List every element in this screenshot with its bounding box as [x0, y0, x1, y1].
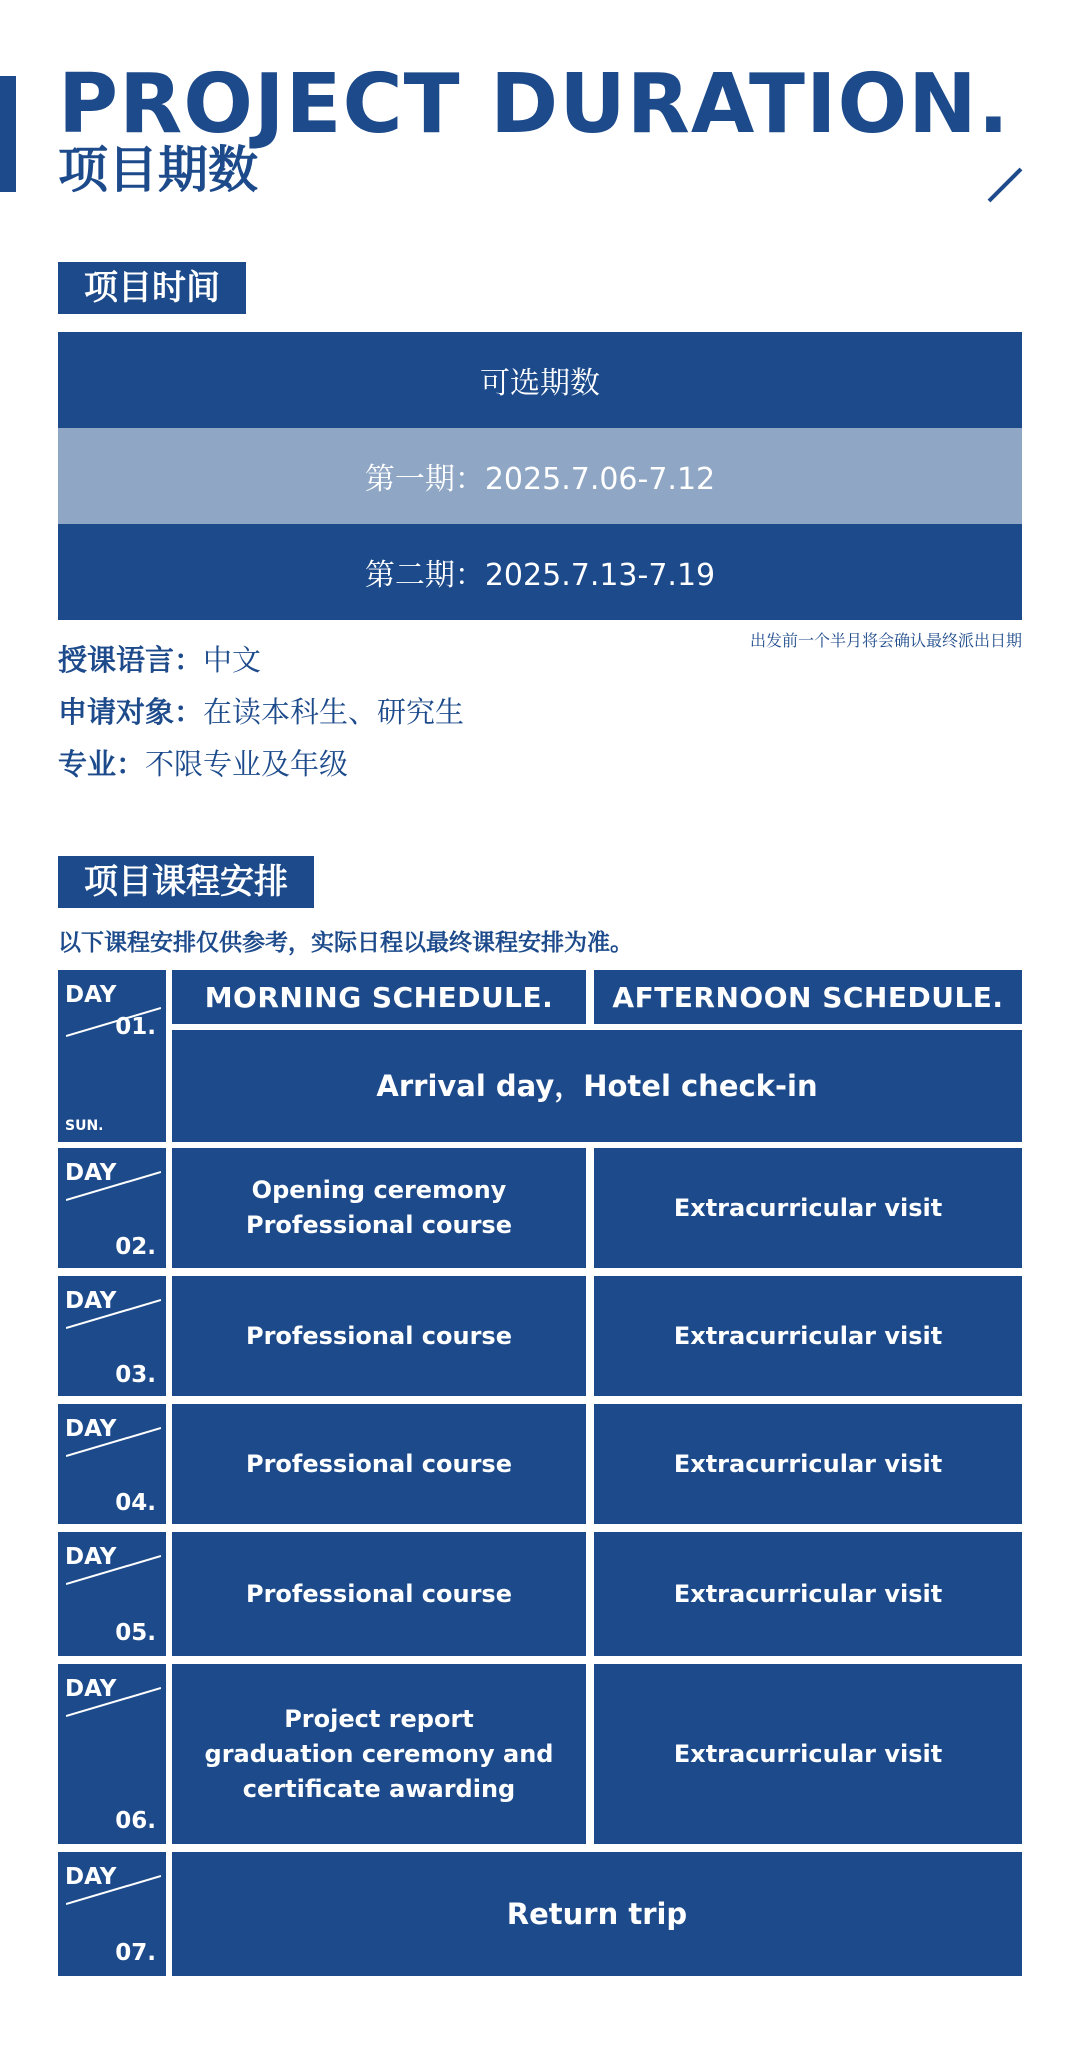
day-cell-01 [58, 970, 166, 1142]
diagonal-line-icon [66, 1686, 161, 1718]
day-cell-03 [58, 1276, 166, 1396]
period-row-2: 第二期：2025.7.13-7.19 [58, 524, 1022, 620]
diagonal-line-icon [66, 1298, 161, 1330]
period-table-header: 可选期数 [58, 332, 1022, 428]
slash-icon [985, 165, 1025, 205]
day-05-afternoon-cell: Extracurricular visit [594, 1532, 1022, 1656]
day-number: 03. [115, 1362, 156, 1388]
page-subtitle: 项目期数 [58, 141, 258, 199]
afternoon-schedule-header: AFTERNOON SCHEDULE. [594, 970, 1022, 1024]
day-02-morning-cell: Opening ceremony Professional course [172, 1148, 586, 1268]
weekday-label: SUN. [65, 1118, 104, 1134]
day-04-afternoon-cell: Extracurricular visit [594, 1404, 1022, 1524]
day-cell-02 [58, 1148, 166, 1268]
day-label: DAY [65, 982, 117, 1008]
info-major [58, 742, 348, 783]
diagonal-line-icon [66, 1874, 161, 1906]
day-03-afternoon-cell: Extracurricular visit [594, 1276, 1022, 1396]
day-number: 07. [115, 1940, 156, 1966]
info-key: 专业： [58, 747, 146, 781]
day-06-morning-cell: Project report graduation ceremony and certificate awarding [172, 1664, 586, 1844]
day-number: 04. [115, 1490, 156, 1516]
day-label: DAY [65, 1416, 117, 1442]
day-number: 05. [115, 1620, 156, 1646]
day-label: DAY [65, 1864, 117, 1890]
day-label: DAY [65, 1676, 117, 1702]
departure-notice: 出发前一个半月将会确认最终派出日期 [749, 631, 1022, 650]
day-cell-05 [58, 1532, 166, 1656]
diagonal-line-icon [66, 1554, 161, 1586]
info-key: 授课语言： [58, 643, 204, 677]
course-note: 以下课程安排仅供参考，实际日程以最终课程安排为准。 [58, 930, 633, 956]
info-audience [58, 690, 464, 731]
day-label: DAY [65, 1544, 117, 1570]
info-language [58, 638, 261, 679]
diagonal-line-icon [66, 1426, 161, 1458]
title-accent-bar [0, 76, 16, 192]
day-06-afternoon-cell: Extracurricular visit [594, 1664, 1022, 1844]
period-table [58, 332, 1022, 620]
day-number: 06. [115, 1808, 156, 1834]
info-value: 不限专业及年级 [145, 747, 349, 781]
day-number: 01. [115, 1014, 156, 1040]
day-number: 02. [115, 1234, 156, 1260]
diagonal-line-icon [66, 1170, 161, 1202]
day-label: DAY [65, 1288, 117, 1314]
section-tag-course: 项目课程安排 [58, 856, 314, 908]
day-cell-06 [58, 1664, 166, 1844]
day-cell-04 [58, 1404, 166, 1524]
day-03-morning-cell: Professional course [172, 1276, 586, 1396]
day-04-morning-cell: Professional course [172, 1404, 586, 1524]
morning-schedule-header: MORNING SCHEDULE. [172, 970, 586, 1024]
day-07-full-cell: Return trip [172, 1852, 1022, 1976]
info-key: 申请对象： [58, 695, 204, 729]
day-01-full-cell: Arrival day，Hotel check-in [172, 1030, 1022, 1142]
info-value: 在读本科生、研究生 [203, 695, 465, 729]
info-value: 中文 [203, 643, 262, 677]
day-cell-07 [58, 1852, 166, 1976]
day-05-morning-cell: Professional course [172, 1532, 586, 1656]
day-label: DAY [65, 1160, 117, 1186]
page-title: PROJECT DURATION. [58, 57, 1010, 152]
period-row-1: 第一期：2025.7.06-7.12 [58, 428, 1022, 524]
section-tag-time: 项目时间 [58, 262, 246, 314]
day-02-afternoon-cell: Extracurricular visit [594, 1148, 1022, 1268]
